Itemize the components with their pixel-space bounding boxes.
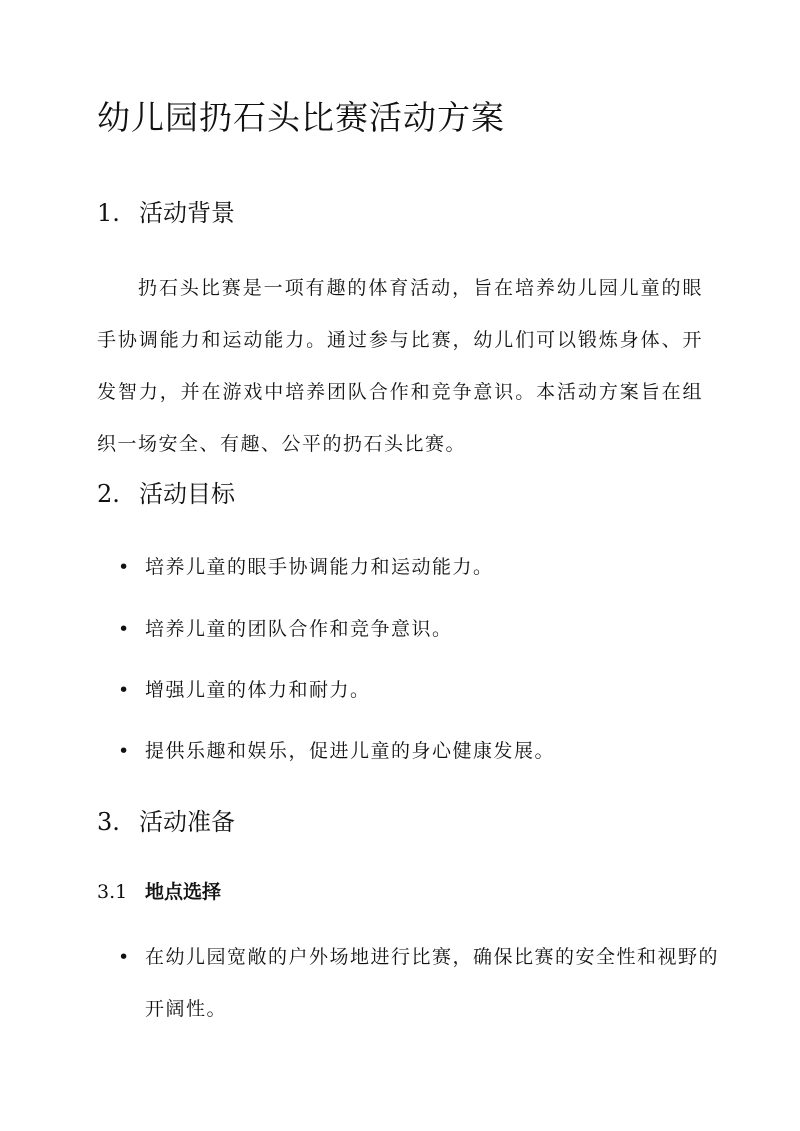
- list-item-text: 提供乐趣和娱乐，促进儿童的身心健康发展。: [145, 740, 556, 762]
- section-heading-goals: [97, 477, 235, 511]
- document-title: 幼儿园扔石头比赛活动方案: [97, 98, 505, 137]
- subsection-heading-location: [97, 878, 221, 906]
- list-item: [118, 931, 725, 1035]
- section-title: 活动准备: [139, 808, 235, 836]
- section-title: 活动背景: [139, 199, 235, 227]
- bullet-icon: •: [118, 740, 131, 762]
- list-item-text: 在幼儿园宽敞的户外场地进行比赛，确保比赛的安全性和视野的开阔性。: [145, 946, 720, 1020]
- bullet-icon: •: [118, 679, 131, 701]
- subsection-number: 3.1: [97, 881, 128, 903]
- bullet-icon: •: [118, 556, 131, 578]
- section-heading-background: [97, 196, 235, 230]
- subsection-title: 地点选择: [145, 881, 222, 903]
- list-item-text: 增强儿童的体力和耐力。: [145, 679, 371, 701]
- list-item-text: 培养儿童的团队合作和竞争意识。: [145, 618, 453, 640]
- bullet-icon: •: [118, 946, 131, 968]
- list-item-text: 培养儿童的眼手协调能力和运动能力。: [145, 556, 494, 578]
- background-paragraph: 扔石头比赛是一项有趣的体育活动，旨在培养幼儿园儿童的眼手协调能力和运动能力。通过参与比赛，幼儿们可以锻炼身体、开发智力，并在游戏中培养团队合作和竞争意识。本活动方案旨在组织一场安全、有趣、公平的扔石头比赛。: [97, 277, 703, 455]
- list-item: [118, 664, 725, 716]
- section-number: 3.: [97, 808, 120, 836]
- list-item: [118, 541, 725, 593]
- list-item: [118, 725, 725, 777]
- section-number: 2.: [97, 480, 120, 508]
- section-title: 活动目标: [139, 480, 235, 508]
- section-heading-preparation: [97, 805, 235, 839]
- list-item: [118, 603, 725, 655]
- bullet-icon: •: [118, 618, 131, 640]
- section-number: 1.: [97, 199, 120, 227]
